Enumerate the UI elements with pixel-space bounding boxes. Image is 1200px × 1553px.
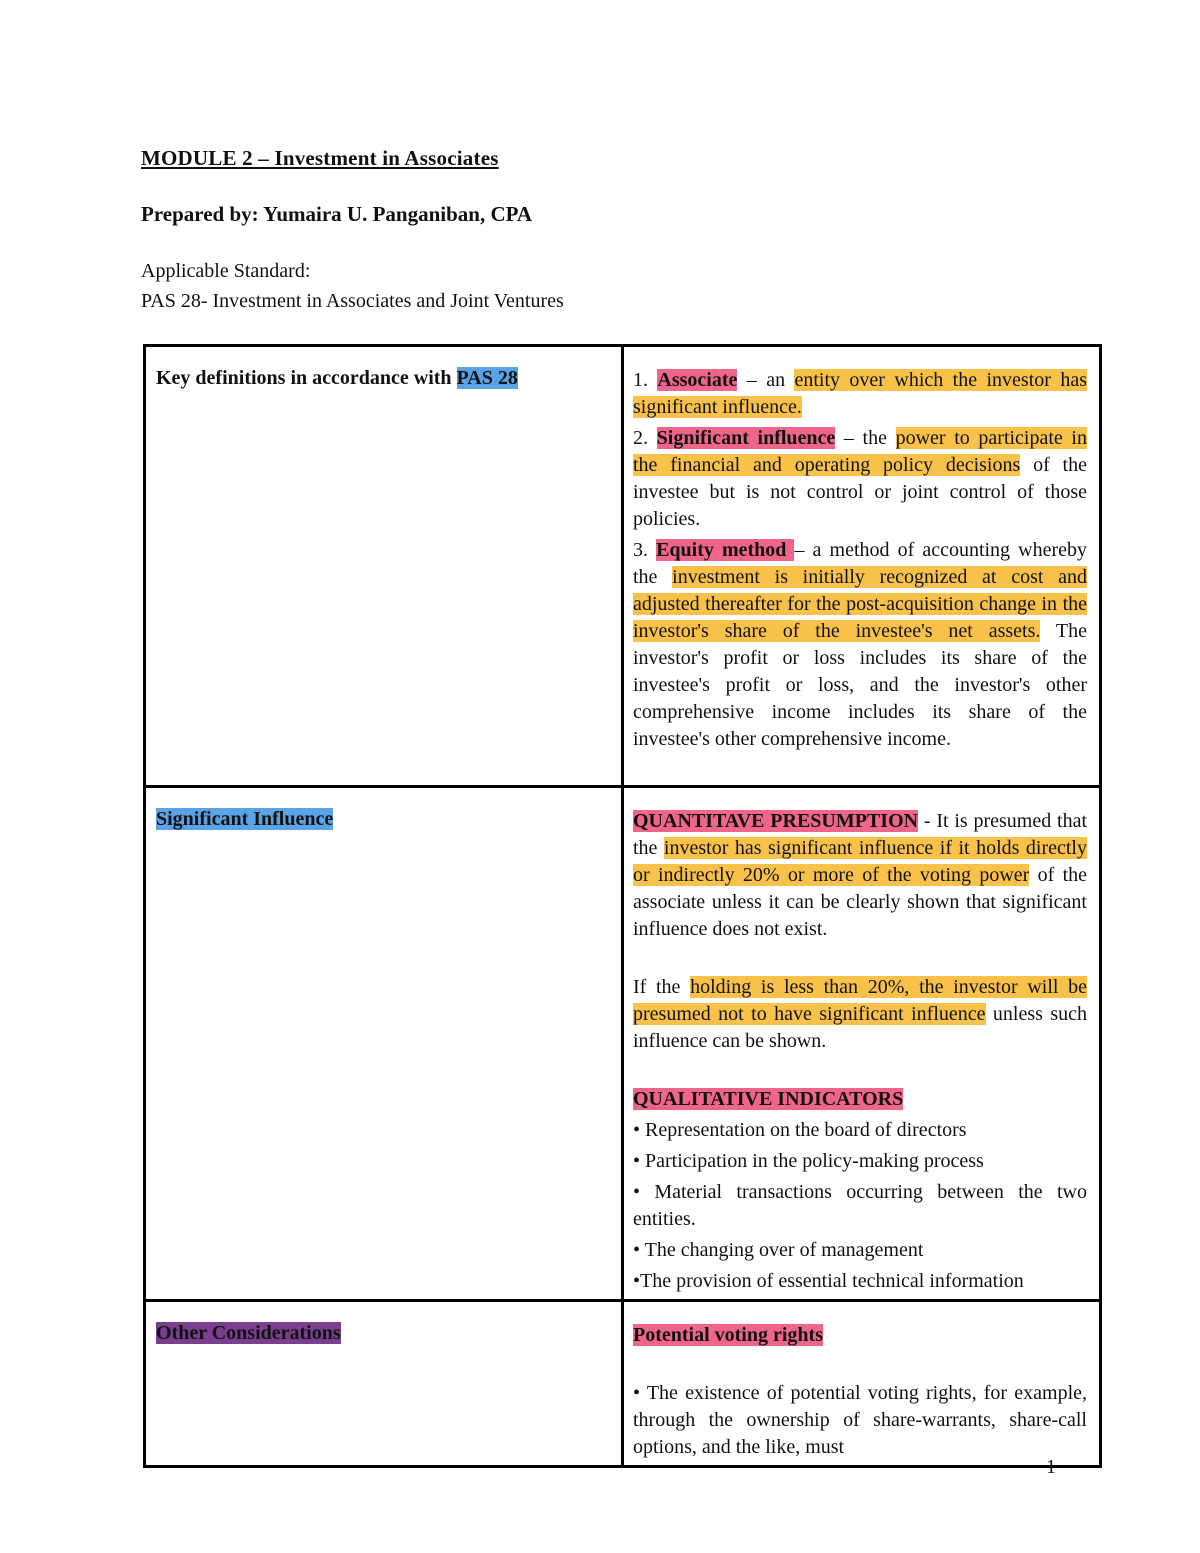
def-term: Significant influence [656,427,836,449]
applicable-standard-block [141,256,564,316]
table-row [145,346,1101,787]
table-row [145,1301,1101,1467]
page-number: 1 [1046,1456,1056,1478]
other-considerations-content [624,1302,1099,1461]
definition-significant-influence [633,425,1087,533]
def-number: 1. [633,369,658,391]
significant-influence-content [624,788,1099,1295]
if-rest: unless such influence can be shown. [633,1003,1087,1052]
def-rest: The investor's profit or loss includes its share of the investee's profit or loss, and the investor's other comprehensive income includes its share of the investee's other comprehensive income. [633,620,1088,750]
prepared-by: Prepared by: Yumaira U. Panganiban, CPA [141,202,533,226]
definitions-list [624,347,1099,753]
def-number: 2. [633,427,657,449]
def-highlight: power to participate in the financial and operating policy decisions [633,427,1087,476]
qualitative-label: QUALITATIVE INDICATORS [633,1088,904,1110]
def-term: Equity method [656,539,795,561]
potential-voting-rights-text: • The existence of potential voting rights, for example, through the ownership of share-warrants, share-call options, and the like, must [633,1382,1087,1458]
significant-influence-label: Significant Influence [156,808,334,830]
other-considerations-label: Other Considerations [156,1322,341,1344]
key-definitions-text: Key definitions in accordance with [156,367,457,389]
def-connector: – a method of accounting whereby the [633,539,1087,588]
def-highlight: investment is initially recognized at cost and adjusted thereafter for the post-acquisition change in the investor's share of the investee's net assets. [633,566,1088,642]
list-item: • Material transactions occurring between the two entities. [633,1181,1087,1230]
table-row [145,787,1101,1301]
list-item: • The changing over of management [633,1239,924,1261]
list-item: • Participation in the policy-making process [633,1150,984,1172]
quant-label: QUANTITAVE PRESUMPTION [633,810,919,832]
if-prefix: If the [633,976,691,998]
def-term: Associate [657,369,738,391]
quant-rest: of the associate unless it can be clearly shown that significant influence does not exist. [633,864,1088,940]
quant-connector: - It is presumed that the [633,810,1087,859]
def-highlight: entity over which the investor has significant influence. [633,369,1087,418]
potential-voting-rights-label: Potential voting rights [633,1324,823,1346]
module-title: MODULE 2 – Investment in Associates [141,146,499,170]
list-item: •The provision of essential technical information [633,1270,1024,1292]
quant-highlight: investor has significant influence if it holds directly or indirectly 20% or more of the voting power [633,837,1087,886]
def-rest: of the investee but is not control or joint control of those policies. [633,454,1087,530]
def-connector: – an [737,369,795,391]
definition-equity-method [633,537,1087,753]
definition-associate [633,367,1087,421]
pas28-highlight: PAS 28 [456,367,518,389]
key-definitions-label [146,347,621,390]
definitions-table [143,344,1102,1468]
holding-threshold [633,974,1087,1055]
quantitative-presumption [633,808,1087,943]
def-number: 3. [633,539,657,561]
list-item: • Representation on the board of directors [633,1119,967,1141]
applicable-label: Applicable Standard: [141,260,311,282]
standard-name: PAS 28- Investment in Associates and Joint Ventures [141,290,564,312]
def-connector: – the [835,427,896,449]
if-highlight: holding is less than 20%, the investor will be presumed not to have significant influence [633,976,1087,1025]
